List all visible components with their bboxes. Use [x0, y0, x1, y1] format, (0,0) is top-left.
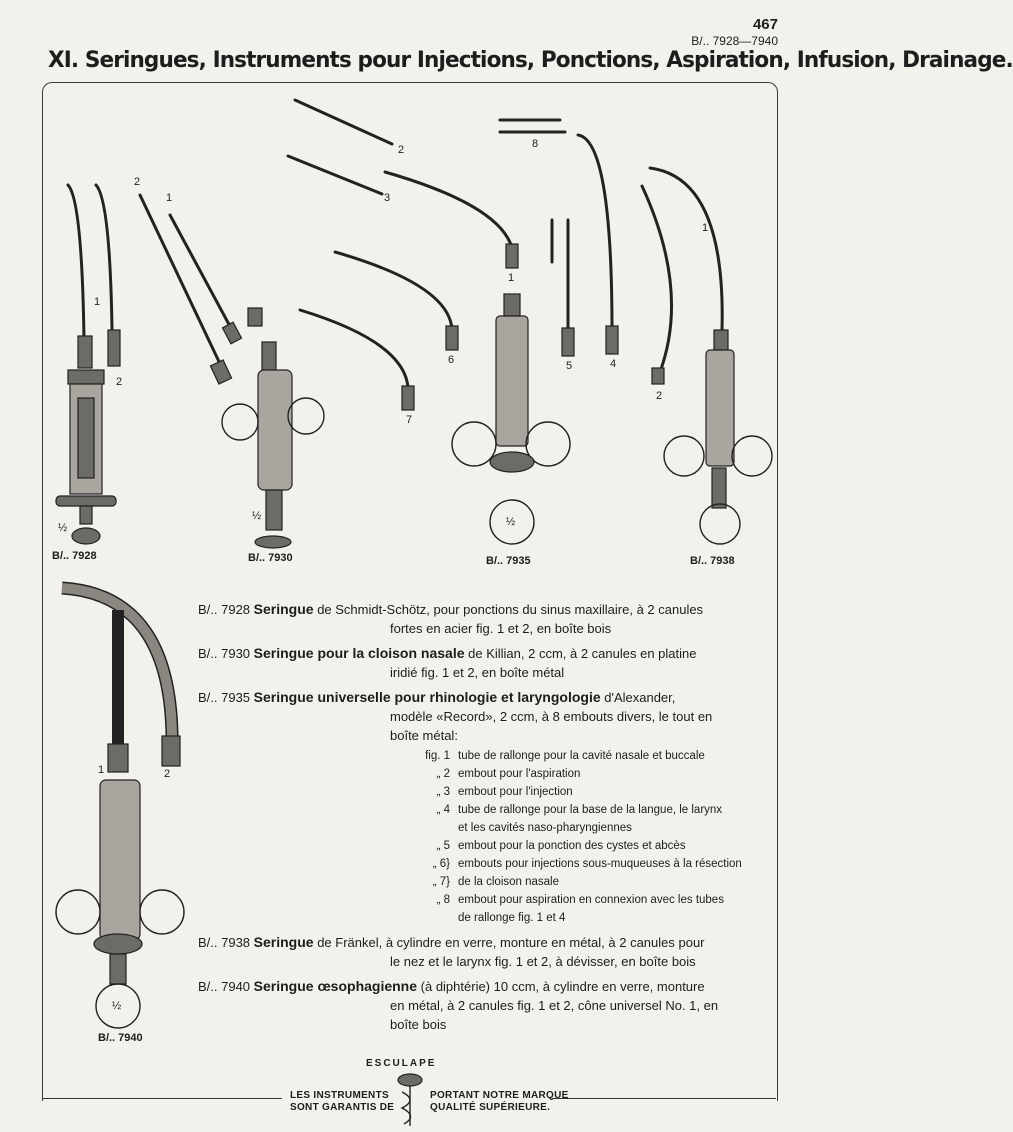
- fig-label-7928-1: 1: [94, 296, 101, 308]
- caption-7930: B/.. 7930: [248, 552, 293, 564]
- embout-list: [410, 747, 758, 927]
- fig-label-7935-5: 5: [566, 360, 573, 372]
- entry-name: Seringue pour la cloison nasale: [253, 645, 465, 661]
- list-item-number: „ 7}: [432, 876, 450, 888]
- reference-range: B/.. 7928—7940: [691, 34, 778, 48]
- fig-label-7940-2: 2: [164, 768, 171, 780]
- caption-7928: B/.. 7928: [52, 550, 97, 562]
- footer-guarantee-left: [290, 1090, 394, 1114]
- list-item-text: embout pour l'injection: [458, 786, 573, 798]
- entry-code: B/.. 7930: [198, 646, 251, 661]
- list-item-number: „ 5: [436, 840, 450, 852]
- list-item-text: de rallonge fig. 1 et 4: [458, 912, 566, 924]
- list-item-text: embouts pour injections sous-muqueuses à la résection: [458, 858, 742, 870]
- entry-continuation: fortes en acier fig. 1 et 2, en boîte bois: [390, 621, 612, 636]
- caption-7935: B/.. 7935: [486, 555, 531, 567]
- list-item-text: de la cloison nasale: [458, 876, 560, 888]
- list-item-number: fig. 1: [425, 750, 450, 762]
- fig-label-7928-half: ½: [58, 522, 68, 534]
- list-item-text: embout pour la ponction des cystes et abcès: [458, 840, 686, 852]
- entry-description: d'Alexander,: [600, 690, 676, 705]
- list-item: [410, 855, 758, 873]
- list-item: [410, 747, 758, 765]
- entry-code: B/.. 7940: [198, 979, 251, 994]
- syringe-7935-illustration: [288, 100, 618, 544]
- list-item: [410, 873, 758, 891]
- esculape-logo: [398, 1074, 422, 1126]
- fig-label-7940-half: ½: [112, 1000, 122, 1012]
- footer-left-line: LES INSTRUMENTS: [290, 1090, 389, 1101]
- list-item: [410, 837, 758, 855]
- entry-description: de Fränkel, à cylindre en verre, monture en métal, à 2 canules pour: [313, 935, 705, 950]
- list-item-text: tube de rallonge pour la cavité nasale et buccale: [458, 750, 705, 762]
- list-item-number: „ 4: [436, 804, 450, 816]
- footer-right-line: PORTANT NOTRE MARQUE: [430, 1090, 569, 1101]
- fig-label-7935-1: 1: [508, 272, 515, 284]
- list-item: [410, 783, 758, 801]
- syringe-7928-illustration: [56, 185, 123, 544]
- fig-label-7928-2: 2: [116, 376, 123, 388]
- list-item-number: „ 6}: [432, 858, 450, 870]
- list-item-text: embout pour aspiration en connexion avec les tubes: [458, 894, 724, 906]
- list-item-number: [410, 819, 458, 837]
- page-title: XI. Seringues, Instruments pour Injections, Ponctions, Aspiration, Infusion, Drainage.: [48, 48, 1013, 73]
- fig-label-7935-6: 6: [448, 354, 455, 366]
- caption-7940: B/.. 7940: [98, 1032, 143, 1044]
- fig-label-7935-8: 8: [532, 138, 539, 150]
- list-item-number: „ 3: [436, 786, 450, 798]
- entry-name: Seringue: [253, 934, 314, 950]
- list-item-number: „ 8: [436, 894, 450, 906]
- fig-label-7930-1: 1: [166, 192, 173, 204]
- entry-name: Seringue universelle pour rhinologie et laryngologie: [253, 689, 601, 705]
- list-item: [410, 909, 758, 927]
- fig-label-7935-half: ½: [506, 516, 516, 528]
- fig-label-7930-half: ½: [252, 510, 262, 522]
- fig-label-7940-1: 1: [98, 764, 105, 776]
- list-item-number: [410, 909, 458, 927]
- list-item-text: embout pour l'aspiration: [458, 768, 581, 780]
- fig-label-7938-2: 2: [656, 390, 663, 402]
- entry-continuation: modèle «Record», 2 ccm, à 8 embouts divers, le tout en: [390, 709, 713, 724]
- fig-label-7935-3: 3: [384, 192, 391, 204]
- entry-description: de Schmidt-Schötz, pour ponctions du sinus maxillaire, à 2 canules: [313, 602, 704, 617]
- list-item: [410, 801, 758, 819]
- entry-7935: [198, 688, 758, 927]
- footer-guarantee-right: [430, 1090, 569, 1114]
- page-number: 467: [752, 16, 778, 33]
- entry-7940: [198, 977, 758, 1034]
- footer-right-line: QUALITÉ SUPÉRIEURE.: [430, 1102, 551, 1113]
- list-item: [410, 819, 758, 837]
- footer-left-line: SONT GARANTIS DE: [290, 1102, 395, 1113]
- list-item: [410, 765, 758, 783]
- brand-name: ESCULAPE: [366, 1058, 437, 1069]
- footer-divider-right: [552, 1098, 776, 1099]
- entry-continuation: iridié fig. 1 et 2, en boîte métal: [390, 665, 565, 680]
- entry-code: B/.. 7935: [198, 690, 251, 705]
- list-item-number: „ 2: [436, 768, 450, 780]
- entry-code: B/.. 7938: [198, 935, 251, 950]
- list-item: [410, 891, 758, 909]
- footer-divider-left: [42, 1098, 282, 1099]
- entry-name: Seringue: [253, 601, 314, 617]
- entry-7938: [198, 933, 758, 971]
- entry-7930: [198, 644, 758, 682]
- entry-continuation: boîte métal:: [390, 728, 458, 743]
- entry-continuation: le nez et le larynx fig. 1 et 2, à dévisser, en boîte bois: [390, 954, 696, 969]
- entry-7928: [198, 600, 758, 638]
- syringe-7940-illustration: [56, 588, 184, 1028]
- list-item-text: et les cavités naso-pharyngiennes: [458, 822, 632, 834]
- entry-description: de Killian, 2 ccm, à 2 canules en platine: [464, 646, 697, 661]
- entry-continuation: boîte bois: [390, 1017, 447, 1032]
- entry-continuation: en métal, à 2 canules fig. 1 et 2, cône universel No. 1, en: [390, 998, 719, 1013]
- catalog-entries: [198, 600, 758, 1040]
- entry-description: (à diphtérie) 10 ccm, à cylindre en verre, monture: [417, 979, 705, 994]
- entry-name: Seringue œsophagienne: [253, 978, 418, 994]
- fig-label-7935-7: 7: [406, 414, 413, 426]
- syringe-7930-illustration: [140, 195, 324, 548]
- caption-7938: B/.. 7938: [690, 555, 735, 567]
- fig-label-7938-1: 1: [702, 222, 709, 234]
- fig-label-7935-2: 2: [398, 144, 405, 156]
- entry-code: B/.. 7928: [198, 602, 251, 617]
- list-item-text: tube de rallonge pour la base de la langue, le larynx: [458, 804, 723, 816]
- fig-label-7935-4: 4: [610, 358, 617, 370]
- fig-label-7930-2: 2: [134, 176, 141, 188]
